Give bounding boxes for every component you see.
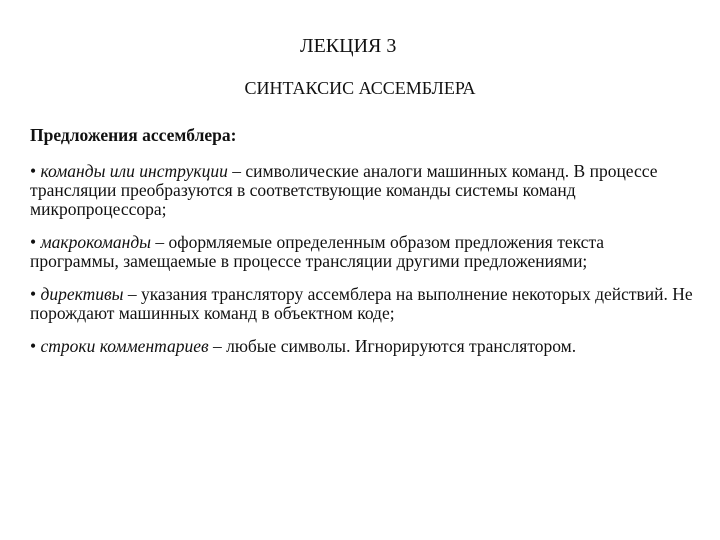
term-comments: строки комментариев (40, 336, 209, 356)
lecture-title: ЛЕКЦИЯ 3 (300, 35, 397, 57)
item-description: – символические аналоги машинных команд. В процессе трансляции преобразуются в соответствующие команды системы команд микропроцессора; (30, 161, 658, 219)
bullet: • (30, 284, 41, 304)
item-description: – любые символы. Игнорируются транслятором. (208, 336, 577, 356)
list-item-directives (30, 285, 695, 323)
slide-body (30, 126, 695, 370)
item-description: – указания транслятору ассемблера на выполнение некоторых действий. Не порождают машинных команд в объектном коде; (30, 284, 693, 323)
bullet: • (30, 336, 41, 356)
term-commands: команды или инструкции (40, 161, 228, 181)
list-item-commands (30, 162, 695, 219)
item-description: – оформляемые определенным образом предложения текста программы, замещаемые в процессе трансляции другими предложениями; (30, 232, 605, 271)
term-macros: макрокоманды (40, 232, 152, 252)
section-heading: Предложения ассемблера: (30, 125, 237, 145)
term-directives: директивы (40, 284, 124, 304)
list-item-macros (30, 233, 695, 271)
list-item-comments (30, 337, 695, 356)
bullet: • (30, 161, 41, 181)
bullet: • (30, 232, 41, 252)
topic-title: СИНТАКСИС АССЕМБЛЕРА (244, 78, 476, 98)
